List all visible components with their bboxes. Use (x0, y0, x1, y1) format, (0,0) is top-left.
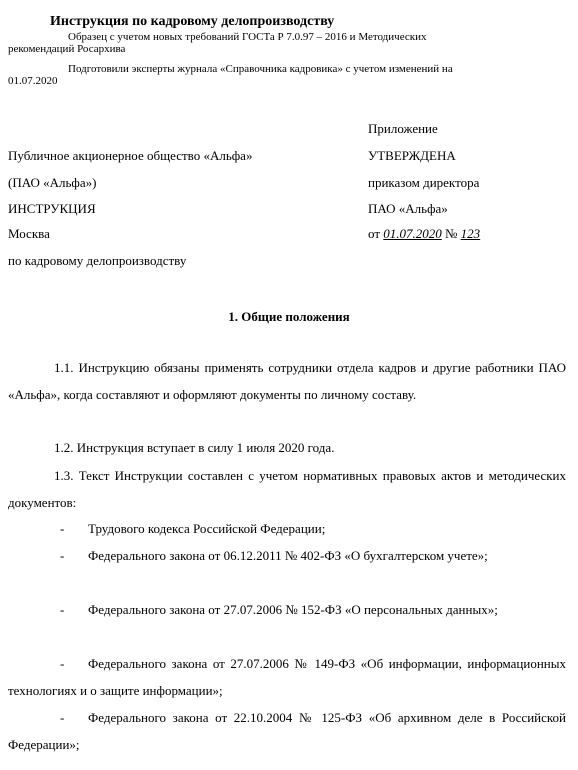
paragraph-1-1: 1.1. Инструкцию обязаны применять сотрудники отдела кадров и другие работники ПАО «Альфа», когда составляют и оформляют документы по личному составу. (8, 360, 566, 402)
subtitle-line-1: Образец с учетом новых требований ГОСТа Р 7.0.97 – 2016 и Методических (68, 31, 427, 43)
list-item: - Федерального закона от 22.10.2004 № 125-ФЗ «Об архивном деле в Российской Федерации»; (8, 710, 566, 752)
list-item: - Федерального закона от 27.07.2006 № 149-ФЗ «Об информации, информационных технологиях и о защите информации»; (8, 656, 566, 698)
date-prefix: от (368, 226, 381, 241)
document-type: ИНСТРУКЦИЯ (8, 201, 96, 216)
issuer-full-name: Публичное акционерное общество «Альфа» (8, 148, 253, 163)
prepared-line-2: 01.07.2020 (8, 75, 58, 87)
paragraph-1-2: 1.2. Инструкция вступает в силу 1 июля 2020 года. (54, 440, 335, 455)
approval-org: ПАО «Альфа» (368, 201, 448, 216)
approval-date: 01.07.2020 (383, 226, 442, 241)
prepared-line-1: Подготовили эксперты журнала «Справочника кадровика» с учетом изменений на (68, 63, 453, 75)
list-item: - Трудового кодекса Российской Федерации; (60, 521, 326, 536)
by-order-label: приказом директора (368, 175, 480, 190)
paragraph-1-3: 1.3. Текст Инструкции составлен с учетом нормативных правовых актов и методических документов: (8, 468, 566, 510)
subtitle-line-2: рекомендаций Росархива (8, 43, 126, 55)
list-item: - Федерального закона от 27.07.2006 № 152-ФЗ «О персональных данных»; (60, 602, 498, 617)
appendix-label: Приложение (368, 121, 438, 136)
approved-label: УТВЕРЖДЕНА (368, 148, 456, 163)
issuer-short-name: (ПАО «Альфа») (8, 175, 97, 190)
list-item: - Федерального закона от 06.12.2011 № 402-ФЗ «О бухгалтерском учете»; (60, 548, 488, 563)
document-topic: по кадровому делопроизводству (8, 253, 187, 268)
approval-date-line (368, 226, 480, 242)
document-title: Инструкция по кадровому делопроизводству (50, 14, 335, 29)
section-heading: 1. Общие положения (228, 309, 350, 324)
approval-number: 123 (460, 226, 481, 241)
number-prefix: № (445, 226, 458, 241)
city: Москва (8, 226, 50, 241)
